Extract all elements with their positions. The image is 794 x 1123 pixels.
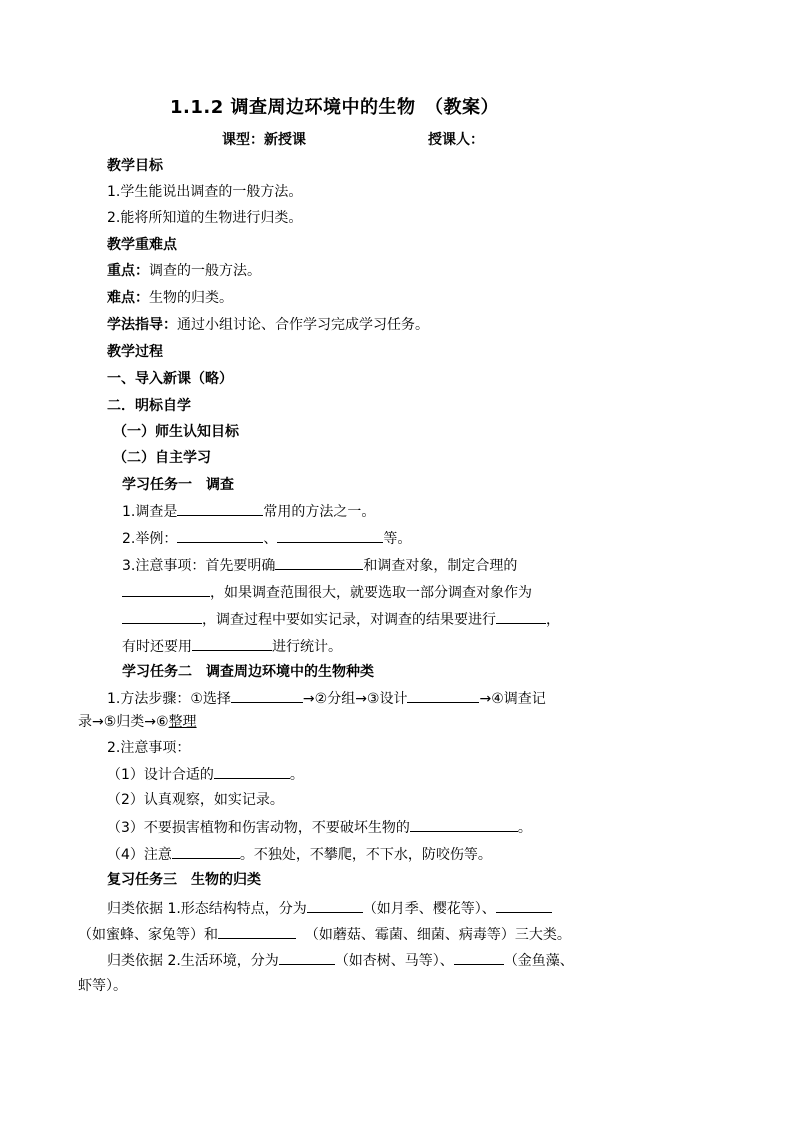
method-label: 学法指导： xyxy=(107,317,177,333)
section-2: 二．明标自学 xyxy=(107,398,191,414)
teacher-label: 授课人： xyxy=(428,132,484,148)
blank xyxy=(122,582,210,597)
task2-note-1: （1）设计合适的 。 xyxy=(107,764,304,785)
key-heading: 教学重难点 xyxy=(107,237,177,253)
doc-title: 1.1.2 调查周边环境中的生物 （教案） xyxy=(170,97,500,118)
lesson-type: 课型：新授课 xyxy=(222,132,306,148)
blank xyxy=(177,528,263,543)
subsection-2: （二）自主学习 xyxy=(113,450,211,466)
task2-q1: 1.方法步骤：①选择 →②分组→③设计 →④调查记 xyxy=(107,688,546,709)
blank xyxy=(407,688,479,703)
task2-note-3: （3）不要损害植物和伤害动物，不要破坏生物的 。 xyxy=(107,817,532,838)
blank xyxy=(275,555,363,570)
method-text: 通过小组讨论、合作学习完成学习任务。 xyxy=(177,317,429,333)
task2-note-4: （4）注意 。不独处，不攀爬，不下水，防咬伤等。 xyxy=(107,844,492,865)
blank xyxy=(496,898,552,913)
blank xyxy=(231,688,303,703)
diff-text: 生物的归类。 xyxy=(149,290,233,306)
key-label: 重点： xyxy=(107,263,149,279)
goal-2: 2.能将所知道的生物进行归类。 xyxy=(107,210,303,226)
task1-q3-line2: ，如果调查范围很大，就要选取一部分调查对象作为 xyxy=(122,582,532,603)
task1-title: 学习任务一 调查 xyxy=(122,477,234,493)
task1-q1: 1.调查是 常用的方法之一。 xyxy=(122,501,375,522)
blank xyxy=(307,898,363,913)
key-text: 调查的一般方法。 xyxy=(149,263,261,279)
blank xyxy=(214,764,290,779)
blank xyxy=(172,844,240,859)
diff-label: 难点： xyxy=(107,290,149,306)
section-1: 一、导入新课（略） xyxy=(107,371,233,387)
task3-line2: （如蜜蜂、家兔等）和 （如蘑菇、霉菌、细菌、病毒等）三大类。 xyxy=(78,924,571,945)
blank xyxy=(454,950,504,965)
task3-line4: 虾等）。 xyxy=(78,978,127,994)
difficult-point xyxy=(107,288,233,308)
key-point xyxy=(107,261,261,281)
goal-1: 1.学生能说出调查的一般方法。 xyxy=(107,184,303,200)
blank xyxy=(218,924,296,939)
process-heading: 教学过程 xyxy=(107,344,163,360)
task2-note-2: （2）认真观察，如实记录。 xyxy=(107,792,284,808)
task3-line1: 归类依据 1.形态结构特点，分为 （如月季、樱花等）、 xyxy=(107,898,552,919)
task1-q3: 3.注意事项：首先要明确 和调查对象，制定合理的 xyxy=(122,555,517,576)
task2-q2: 2.注意事项： xyxy=(107,740,191,756)
task1-q3-line3: ，调查过程中要如实记录，对调查的结果要进行 ， xyxy=(122,609,560,630)
blank xyxy=(192,636,272,651)
task3-title: 复习任务三 生物的归类 xyxy=(107,872,261,888)
goals-heading: 教学目标 xyxy=(107,158,163,174)
subsection-1: （一）师生认知目标 xyxy=(113,424,239,440)
blank xyxy=(279,950,335,965)
task1-q3-line4: 有时还要用 进行统计。 xyxy=(122,636,342,657)
blank xyxy=(410,817,518,832)
task2-title: 学习任务二 调查周边环境中的生物种类 xyxy=(122,664,374,680)
task1-q2: 2.举例： 、 等。 xyxy=(122,528,411,549)
blank xyxy=(277,528,383,543)
blank xyxy=(122,609,202,624)
blank xyxy=(496,609,546,624)
task3-line3: 归类依据 2.生活环境，分为 （如杏树、马等）、 （金鱼藻、 xyxy=(107,950,574,971)
task2-q1-line2: 录→⑤归类→⑥整理 xyxy=(78,714,197,730)
blank xyxy=(177,501,263,516)
study-method xyxy=(107,315,429,335)
